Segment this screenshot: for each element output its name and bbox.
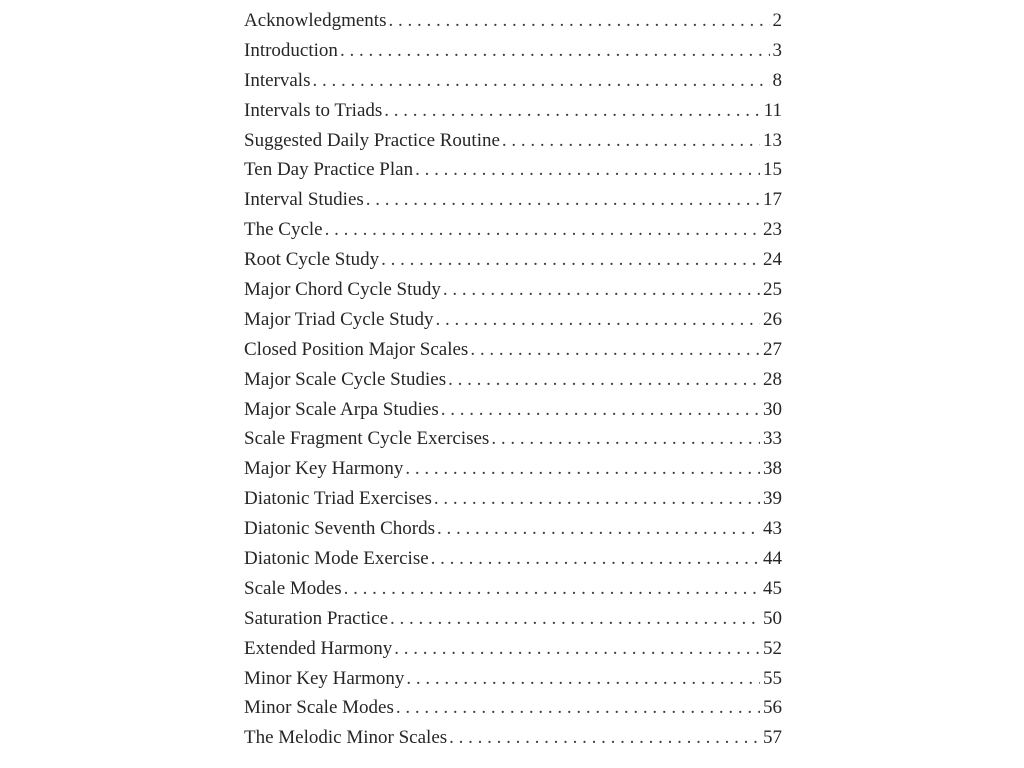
toc-entry-page-number: 25 — [763, 279, 782, 301]
toc-entry-page-number: 43 — [763, 518, 782, 540]
toc-entry-page-number: 52 — [763, 637, 782, 659]
toc-entry-page-number: 13 — [763, 129, 782, 151]
toc-entry — [244, 638, 782, 668]
toc-dot-leader — [325, 219, 760, 241]
toc-dot-leader — [406, 668, 760, 690]
toc-entry-title: Intervals — [244, 69, 311, 91]
toc-entry-page-number: 56 — [763, 697, 782, 719]
toc-dot-leader — [431, 548, 760, 570]
toc-entry-page-number: 15 — [763, 159, 782, 181]
toc-dot-leader — [340, 40, 770, 62]
toc-entry — [244, 279, 782, 309]
toc-entry-title: Intervals to Triads — [244, 99, 383, 121]
toc-entry-page-number: 3 — [772, 39, 782, 61]
toc-dot-leader — [491, 428, 760, 450]
toc-dot-leader — [441, 399, 760, 421]
toc-entry-page-number: 30 — [763, 398, 782, 420]
toc-entry — [244, 668, 782, 698]
toc-entry-page-number: 23 — [763, 219, 782, 241]
toc-dot-leader — [449, 727, 760, 749]
toc-entry-page-number: 11 — [763, 99, 782, 121]
toc-entry-page-number: 44 — [763, 548, 782, 570]
toc-entry-title: Diatonic Triad Exercises — [244, 488, 432, 510]
toc-entry-page-number: 28 — [763, 368, 782, 390]
toc-entry-page-number: 57 — [763, 727, 782, 749]
toc-dot-leader — [437, 518, 760, 540]
toc-entry — [244, 339, 782, 369]
toc-entry — [244, 399, 782, 429]
toc-entry-page-number: 8 — [772, 69, 782, 91]
toc-entry-title: Scale Fragment Cycle Exercises — [244, 428, 490, 450]
toc-entry-title: Minor Scale Modes — [244, 697, 394, 719]
toc-dot-leader — [435, 309, 760, 331]
toc-entry-title: Closed Position Major Scales — [244, 338, 469, 360]
toc-entry-title: The Cycle — [244, 219, 323, 241]
toc-entry-title: Introduction — [244, 39, 338, 61]
toc-dot-leader — [312, 70, 769, 92]
table-of-contents — [244, 10, 782, 757]
toc-entry — [244, 458, 782, 488]
toc-entry — [244, 518, 782, 548]
toc-dot-leader — [366, 189, 760, 211]
toc-entry — [244, 249, 782, 279]
toc-entry — [244, 608, 782, 638]
toc-dot-leader — [344, 578, 760, 600]
toc-entry-page-number: 33 — [763, 428, 782, 450]
toc-dot-leader — [390, 608, 760, 630]
toc-dot-leader — [384, 100, 760, 122]
toc-entry — [244, 548, 782, 578]
toc-entry-title: The Melodic Minor Scales — [244, 727, 448, 749]
toc-entry-page-number: 2 — [772, 10, 782, 31]
toc-entry — [244, 309, 782, 339]
toc-dot-leader — [388, 10, 769, 32]
toc-entry-page-number: 26 — [763, 308, 782, 330]
toc-entry-page-number: 55 — [763, 667, 782, 689]
toc-entry — [244, 369, 782, 399]
toc-entry-title: Suggested Daily Practice Routine — [244, 129, 500, 151]
toc-entry — [244, 159, 782, 189]
toc-entry — [244, 727, 782, 757]
toc-entry-page-number: 50 — [763, 607, 782, 629]
toc-dot-leader — [448, 369, 760, 391]
toc-entry — [244, 189, 782, 219]
toc-entry-title: Diatonic Seventh Chords — [244, 518, 436, 540]
toc-entry — [244, 578, 782, 608]
toc-entry-page-number: 24 — [763, 249, 782, 271]
toc-entry — [244, 130, 782, 160]
toc-entry-title: Root Cycle Study — [244, 249, 380, 271]
toc-entry-title: Major Scale Cycle Studies — [244, 368, 447, 390]
toc-entry-title: Minor Key Harmony — [244, 667, 405, 689]
toc-entry-title: Diatonic Mode Exercise — [244, 548, 429, 570]
toc-entry-page-number: 38 — [763, 458, 782, 480]
toc-dot-leader — [394, 638, 760, 660]
toc-entry-page-number: 39 — [763, 488, 782, 510]
toc-dot-leader — [470, 339, 760, 361]
toc-entry-title: Scale Modes — [244, 577, 342, 599]
toc-entry-title: Major Scale Arpa Studies — [244, 398, 439, 420]
toc-entry-title: Major Key Harmony — [244, 458, 404, 480]
toc-entry-title: Interval Studies — [244, 189, 364, 211]
toc-dot-leader — [434, 488, 760, 510]
toc-entry-title: Major Chord Cycle Study — [244, 279, 441, 301]
toc-entry-page-number: 17 — [763, 189, 782, 211]
toc-entry-title: Saturation Practice — [244, 607, 389, 629]
toc-dot-leader — [443, 279, 760, 301]
toc-entry — [244, 40, 782, 70]
toc-dot-leader — [396, 697, 760, 719]
toc-entry-title: Acknowledgments — [244, 10, 387, 31]
toc-entry-title: Major Triad Cycle Study — [244, 308, 434, 330]
toc-entry — [244, 100, 782, 130]
toc-entry — [244, 10, 782, 40]
toc-dot-leader — [405, 458, 760, 480]
toc-entry-title: Extended Harmony — [244, 637, 393, 659]
toc-entry — [244, 488, 782, 518]
toc-dot-leader — [381, 249, 760, 271]
toc-entry — [244, 70, 782, 100]
toc-entry-page-number: 27 — [763, 338, 782, 360]
toc-entry — [244, 219, 782, 249]
toc-entry-page-number: 45 — [763, 577, 782, 599]
toc-entry — [244, 697, 782, 727]
toc-dot-leader — [415, 159, 760, 181]
toc-entry-title: Ten Day Practice Plan — [244, 159, 414, 181]
toc-dot-leader — [502, 130, 760, 152]
toc-entry — [244, 428, 782, 458]
